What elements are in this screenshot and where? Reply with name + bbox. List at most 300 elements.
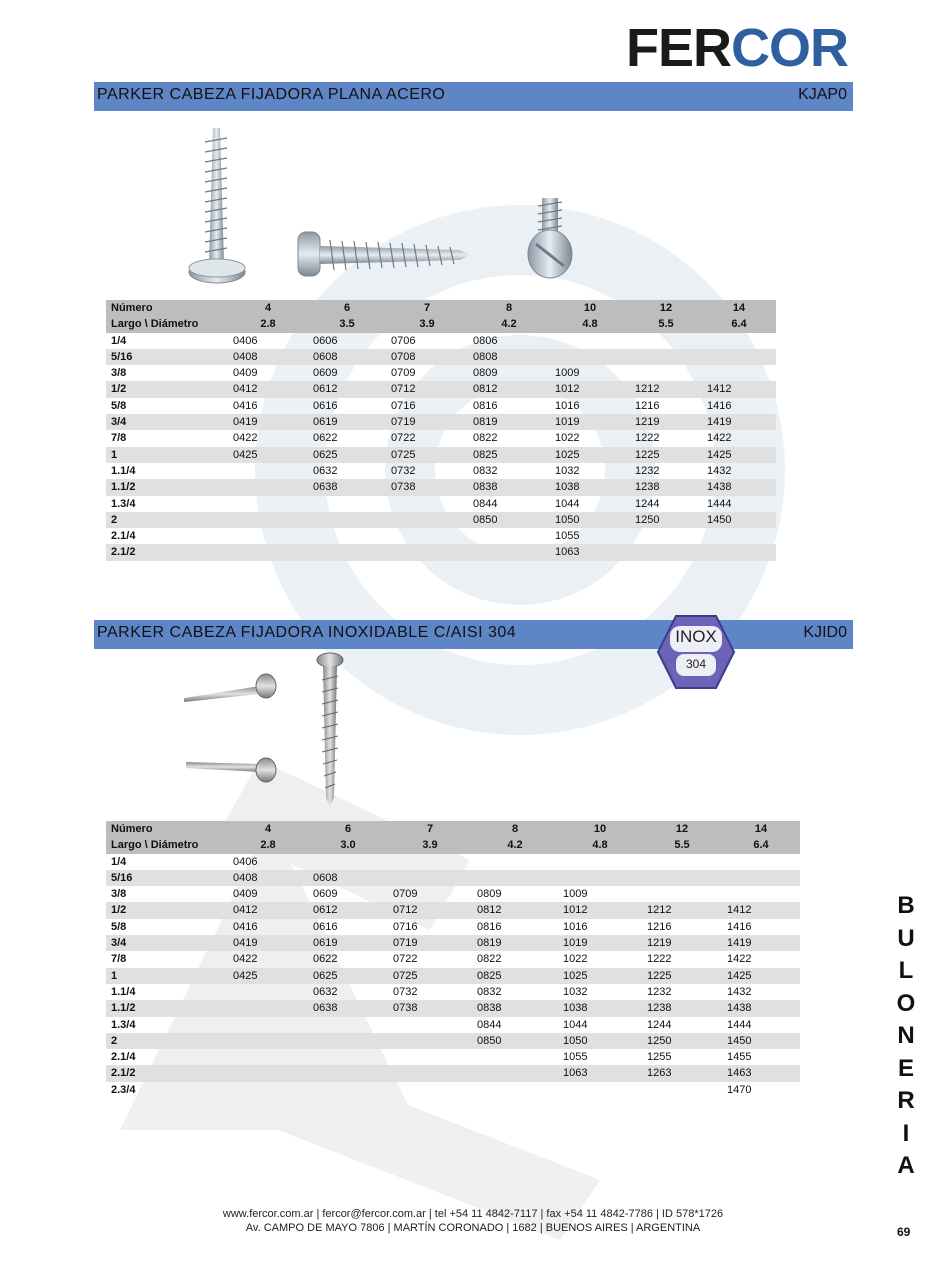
inox-grade: 304 — [685, 657, 707, 671]
header-row-numbers — [106, 300, 776, 316]
stainless-screws-photo — [180, 650, 360, 810]
row-length: 5/16 — [106, 349, 228, 365]
column-diameter: 2.8 — [228, 837, 308, 853]
row-length: 1/4 — [111, 334, 127, 347]
table-cell — [388, 870, 472, 886]
row-length: 2.1/4 — [111, 1051, 136, 1064]
table-cell — [642, 854, 722, 870]
table-cell — [308, 854, 388, 870]
section-code: KJID0 — [803, 624, 847, 641]
column-diameter: 3.5 — [308, 316, 386, 332]
row-length: 5/16 — [106, 870, 228, 886]
row-length: 7/8 — [111, 432, 127, 445]
inox-label: INOX — [675, 627, 717, 646]
table-cell: 1019 — [558, 935, 642, 951]
row-length: 2 — [106, 512, 228, 528]
size-table-kjap0 — [106, 300, 776, 561]
row-length: 3/4 — [106, 414, 228, 430]
table-cell: 0722 — [393, 953, 418, 966]
table-cell: 1016 — [555, 399, 580, 412]
table-cell: 0409 — [233, 888, 258, 901]
side-letter: R — [897, 1087, 915, 1114]
table-cell: 1025 — [558, 968, 642, 984]
table-cell — [308, 528, 386, 544]
table-cell: 0638 — [308, 479, 386, 495]
table-row — [106, 381, 776, 397]
table-cell: 0408 — [228, 870, 308, 886]
table-cell: 0622 — [313, 953, 338, 966]
table-cell — [472, 854, 558, 870]
table-cell: 1225 — [630, 447, 702, 463]
table-cell: 1032 — [563, 985, 588, 998]
table-cell: 0850 — [472, 1033, 558, 1049]
table-cell — [228, 512, 308, 528]
column-number: 7 — [388, 821, 472, 837]
header-row-diameters — [106, 837, 800, 853]
column-number: 6 — [308, 300, 386, 316]
table-cell: 1250 — [642, 1033, 722, 1049]
table-cell — [386, 544, 468, 560]
row-length: 1/4 — [111, 855, 127, 868]
table-cell — [308, 1033, 388, 1049]
table-cell — [558, 1082, 642, 1098]
table-cell: 0712 — [388, 902, 472, 918]
table-cell: 1216 — [635, 399, 660, 412]
logo-fer: FER — [626, 18, 731, 78]
table-cell — [228, 1017, 308, 1033]
row-length: 1/2 — [106, 902, 228, 918]
table-cell — [388, 1033, 472, 1049]
column-number: 14 — [702, 300, 776, 316]
row-length: 1 — [106, 447, 228, 463]
table-row — [106, 1017, 800, 1033]
table-cell: 0608 — [308, 870, 388, 886]
footer-address-line: Av. CAMPO DE MAYO 7806 | MARTÍN CORONADO | 1682 | BUENOS AIRES | ARGENTINA — [245, 1222, 701, 1234]
numero-label: Número — [106, 821, 228, 837]
table-cell: 0825 — [468, 447, 550, 463]
table-row — [106, 870, 800, 886]
table-cell — [228, 1082, 308, 1098]
table-cell — [472, 1049, 558, 1065]
table-cell: 1055 — [563, 1051, 588, 1064]
numero-label: Número — [106, 300, 228, 316]
table-cell: 0616 — [313, 399, 338, 412]
column-number: 6 — [308, 821, 388, 837]
table-cell: 1012 — [558, 902, 642, 918]
table-cell: 0622 — [313, 432, 338, 445]
table-cell — [308, 1017, 388, 1033]
table-cell: 0412 — [228, 902, 308, 918]
table-cell: 1425 — [702, 447, 776, 463]
row-length: 2 — [106, 1033, 228, 1049]
table-cell: 1032 — [555, 464, 580, 477]
row-length: 5/8 — [111, 920, 127, 933]
section-code: KJAP0 — [798, 86, 847, 103]
table-cell — [702, 349, 776, 365]
column-number: 14 — [722, 821, 800, 837]
table-cell — [642, 1082, 722, 1098]
table-row — [106, 919, 800, 935]
table-cell: 0808 — [468, 349, 550, 365]
table-row — [106, 463, 776, 479]
table-cell: 0832 — [477, 985, 502, 998]
row-length: 3/8 — [111, 888, 127, 901]
fercor-logo — [626, 18, 848, 78]
table-cell: 0706 — [391, 334, 416, 347]
table-cell: 0625 — [308, 447, 386, 463]
table-cell: 0416 — [233, 399, 258, 412]
table-row — [106, 447, 776, 463]
table-cell: 0838 — [472, 1000, 558, 1016]
column-number: 4 — [228, 300, 308, 316]
table-cell: 1255 — [647, 1051, 672, 1064]
table-cell: 1022 — [555, 432, 580, 445]
column-number: 8 — [468, 300, 550, 316]
table-row — [106, 333, 776, 349]
row-length: 2.1/2 — [106, 544, 228, 560]
table-cell: 0419 — [228, 935, 308, 951]
table-cell — [558, 870, 642, 886]
table-cell: 1232 — [647, 985, 672, 998]
column-number: 7 — [386, 300, 468, 316]
table-cell: 1412 — [722, 902, 800, 918]
column-number: 10 — [558, 821, 642, 837]
table-cell: 0719 — [386, 414, 468, 430]
table-cell: 1444 — [707, 497, 732, 510]
table-cell: 0709 — [393, 888, 418, 901]
table-cell: 0409 — [233, 367, 258, 380]
side-letter: O — [896, 989, 916, 1017]
table-cell: 0638 — [308, 1000, 388, 1016]
table-cell: 0819 — [468, 414, 550, 430]
table-cell: 0732 — [393, 985, 418, 998]
table-cell — [388, 1017, 472, 1033]
table-cell: 1238 — [630, 479, 702, 495]
table-cell: 0812 — [472, 902, 558, 918]
section-banner-kjid0 — [94, 620, 853, 649]
row-length: 2.3/4 — [111, 1083, 136, 1096]
column-number: 4 — [228, 821, 308, 837]
table-row — [106, 1049, 800, 1065]
table-cell — [308, 544, 386, 560]
table-cell — [228, 463, 308, 479]
column-diameter: 6.4 — [702, 316, 776, 332]
column-diameter: 5.5 — [630, 316, 702, 332]
table-cell: 1219 — [630, 414, 702, 430]
side-letter: L — [898, 957, 914, 984]
row-length: 7/8 — [111, 953, 127, 966]
side-letter: I — [902, 1119, 910, 1147]
column-diameter: 4.8 — [550, 316, 630, 332]
table-row — [106, 544, 776, 560]
table-cell — [228, 479, 308, 495]
table-cell — [388, 1049, 472, 1065]
row-length: 1.1/4 — [111, 464, 136, 477]
column-diameter: 2.8 — [228, 316, 308, 332]
row-length: 1 — [106, 968, 228, 984]
table-cell: 1050 — [558, 1033, 642, 1049]
table-cell: 0838 — [468, 479, 550, 495]
side-letter: B — [897, 892, 915, 919]
column-number: 12 — [630, 300, 702, 316]
table-cell: 0708 — [386, 349, 468, 365]
table-cell: 0632 — [313, 464, 338, 477]
table-row — [106, 414, 776, 430]
table-cell — [308, 1082, 388, 1098]
column-diameter: 5.5 — [642, 837, 722, 853]
section-title: PARKER CABEZA FIJADORA PLANA ACERO — [97, 86, 446, 103]
table-cell — [308, 1065, 388, 1081]
table-row — [106, 1065, 800, 1081]
table-cell: 0822 — [477, 953, 502, 966]
column-diameter: 3.9 — [388, 837, 472, 853]
side-letter: E — [897, 1054, 914, 1082]
row-length: 2.1/4 — [111, 530, 136, 543]
header-row-diameters — [106, 316, 776, 332]
table-cell — [702, 528, 776, 544]
table-cell: 1063 — [550, 544, 630, 560]
table-cell: 0625 — [308, 968, 388, 984]
table-cell: 1219 — [642, 935, 722, 951]
table-cell — [642, 886, 722, 902]
header-row-numbers — [106, 821, 800, 837]
table-row — [106, 1000, 800, 1016]
table-cell: 1450 — [702, 512, 776, 528]
table-cell — [228, 496, 308, 512]
table-row — [106, 935, 800, 951]
table-cell: 0816 — [477, 920, 502, 933]
table-row — [106, 512, 776, 528]
table-cell: 1422 — [707, 432, 732, 445]
table-cell: 0419 — [228, 414, 308, 430]
table-cell — [702, 365, 776, 381]
table-cell: 1450 — [722, 1033, 800, 1049]
table-cell: 1416 — [727, 920, 752, 933]
table-cell: 0608 — [308, 349, 386, 365]
table-cell: 1212 — [630, 381, 702, 397]
footer-contact — [0, 1207, 946, 1235]
table-cell: 1263 — [642, 1065, 722, 1081]
table-row — [106, 1033, 800, 1049]
table-cell: 0719 — [388, 935, 472, 951]
table-cell — [308, 496, 386, 512]
table-cell — [630, 333, 702, 349]
table-cell — [308, 512, 386, 528]
table-cell: 1425 — [722, 968, 800, 984]
table-cell — [228, 1033, 308, 1049]
table-cell: 0809 — [473, 367, 498, 380]
table-cell: 0425 — [228, 447, 308, 463]
table-cell: 0850 — [468, 512, 550, 528]
table-cell — [386, 496, 468, 512]
table-cell: 1050 — [550, 512, 630, 528]
table-cell: 0616 — [313, 920, 338, 933]
table-cell — [228, 1049, 308, 1065]
column-diameter: 4.8 — [558, 837, 642, 853]
row-length: 5/8 — [111, 399, 127, 412]
table-cell — [550, 333, 630, 349]
table-cell: 0606 — [313, 334, 338, 347]
inox-304-badge — [656, 614, 736, 690]
table-row — [106, 984, 800, 1000]
table-cell: 1038 — [550, 479, 630, 495]
largo-diametro-label: Largo \ Diámetro — [106, 837, 228, 853]
table-cell: 0812 — [468, 381, 550, 397]
table-cell: 0406 — [233, 334, 258, 347]
table-cell: 0819 — [472, 935, 558, 951]
table-cell — [630, 528, 702, 544]
table-cell — [472, 870, 558, 886]
table-cell: 0725 — [386, 447, 468, 463]
side-letter: A — [897, 1152, 915, 1179]
table-cell: 0422 — [233, 953, 258, 966]
table-cell — [472, 1065, 558, 1081]
row-length: 1.1/4 — [111, 985, 136, 998]
page-number: 69 — [897, 1225, 911, 1239]
table-row — [106, 398, 776, 414]
table-row — [106, 968, 800, 984]
table-row — [106, 854, 800, 870]
table-cell: 0619 — [308, 935, 388, 951]
table-cell: 0816 — [473, 399, 498, 412]
table-cell: 0844 — [477, 1018, 502, 1031]
row-length: 2.1/2 — [106, 1065, 228, 1081]
table-cell: 0738 — [388, 1000, 472, 1016]
table-cell: 0722 — [391, 432, 416, 445]
table-cell: 1009 — [563, 888, 588, 901]
table-cell — [702, 333, 776, 349]
column-diameter: 3.0 — [308, 837, 388, 853]
table-cell — [228, 1000, 308, 1016]
table-cell: 1422 — [727, 953, 752, 966]
column-diameter: 3.9 — [386, 316, 468, 332]
table-cell — [228, 544, 308, 560]
table-cell: 1232 — [635, 464, 660, 477]
section-banner-kjap0 — [94, 82, 853, 111]
table-cell: 0712 — [386, 381, 468, 397]
table-cell: 0619 — [308, 414, 386, 430]
section-title: PARKER CABEZA FIJADORA INOXIDABLE C/AISI 304 — [97, 624, 517, 641]
table-cell: 1470 — [727, 1083, 752, 1096]
table-cell: 1222 — [647, 953, 672, 966]
table-cell — [550, 349, 630, 365]
table-cell: 1212 — [642, 902, 722, 918]
table-cell: 1022 — [563, 953, 588, 966]
table-cell: 1044 — [555, 497, 580, 510]
table-cell — [308, 1049, 388, 1065]
table-cell: 1055 — [555, 530, 580, 543]
table-cell: 1438 — [722, 1000, 800, 1016]
table-cell — [630, 365, 702, 381]
table-cell: 1244 — [647, 1018, 672, 1031]
table-row — [106, 479, 776, 495]
table-cell: 0732 — [391, 464, 416, 477]
footer-contact-line: www.fercor.com.ar | fercor@fercor.com.ar | tel +54 11 4842-7117 | fax +54 11 4842-7786 | ID 578*1726 — [222, 1208, 724, 1220]
table-cell — [642, 870, 722, 886]
table-cell: 1455 — [727, 1051, 752, 1064]
table-cell: 0832 — [473, 464, 498, 477]
table-cell: 1419 — [702, 414, 776, 430]
table-cell — [468, 528, 550, 544]
table-cell: 0412 — [228, 381, 308, 397]
table-cell — [472, 1082, 558, 1098]
table-cell: 1416 — [707, 399, 732, 412]
table-row — [106, 496, 776, 512]
column-number: 12 — [642, 821, 722, 837]
table-cell: 1463 — [722, 1065, 800, 1081]
row-length: 1.1/2 — [106, 1000, 228, 1016]
table-cell: 0844 — [473, 497, 498, 510]
table-cell: 1009 — [555, 367, 580, 380]
table-row — [106, 1082, 800, 1098]
table-cell: 0609 — [313, 367, 338, 380]
table-cell: 1012 — [550, 381, 630, 397]
table-cell — [722, 886, 800, 902]
table-cell — [228, 528, 308, 544]
row-length: 1.1/2 — [106, 479, 228, 495]
table-cell: 1216 — [647, 920, 672, 933]
table-cell — [228, 1065, 308, 1081]
table-row — [106, 951, 800, 967]
table-cell: 0716 — [391, 399, 416, 412]
table-cell: 1419 — [722, 935, 800, 951]
table-cell: 1444 — [727, 1018, 752, 1031]
table-cell — [388, 854, 472, 870]
table-cell — [388, 1082, 472, 1098]
table-cell: 1025 — [550, 447, 630, 463]
table-cell: 1044 — [563, 1018, 588, 1031]
table-cell: 1222 — [635, 432, 660, 445]
table-row — [106, 365, 776, 381]
column-diameter: 4.2 — [472, 837, 558, 853]
table-cell: 0725 — [388, 968, 472, 984]
table-cell: 1432 — [727, 985, 752, 998]
table-row — [106, 528, 776, 544]
slotted-screw-photo — [524, 192, 584, 282]
column-number: 10 — [550, 300, 630, 316]
side-letter: N — [897, 1022, 915, 1049]
table-cell — [630, 544, 702, 560]
table-cell — [468, 544, 550, 560]
table-cell: 0406 — [233, 855, 258, 868]
table-cell: 0632 — [313, 985, 338, 998]
column-number: 8 — [472, 821, 558, 837]
logo-cor: COR — [731, 18, 848, 78]
table-cell: 0612 — [308, 381, 386, 397]
table-cell — [388, 1065, 472, 1081]
table-cell: 1238 — [642, 1000, 722, 1016]
row-length: 3/4 — [106, 935, 228, 951]
table-cell — [386, 528, 468, 544]
table-cell: 0738 — [386, 479, 468, 495]
row-length: 1.3/4 — [111, 1018, 136, 1031]
table-cell: 0806 — [473, 334, 498, 347]
table-cell — [386, 512, 468, 528]
table-row — [106, 902, 800, 918]
largo-diametro-label: Largo \ Diámetro — [106, 316, 228, 332]
table-cell: 0425 — [228, 968, 308, 984]
table-cell: 1412 — [702, 381, 776, 397]
table-cell: 0709 — [391, 367, 416, 380]
table-row — [106, 430, 776, 446]
row-length: 3/8 — [111, 367, 127, 380]
table-row — [106, 349, 776, 365]
table-cell: 1250 — [630, 512, 702, 528]
table-cell: 0416 — [233, 920, 258, 933]
table-cell: 1438 — [702, 479, 776, 495]
row-length: 1.3/4 — [111, 497, 136, 510]
table-cell: 0408 — [228, 349, 308, 365]
